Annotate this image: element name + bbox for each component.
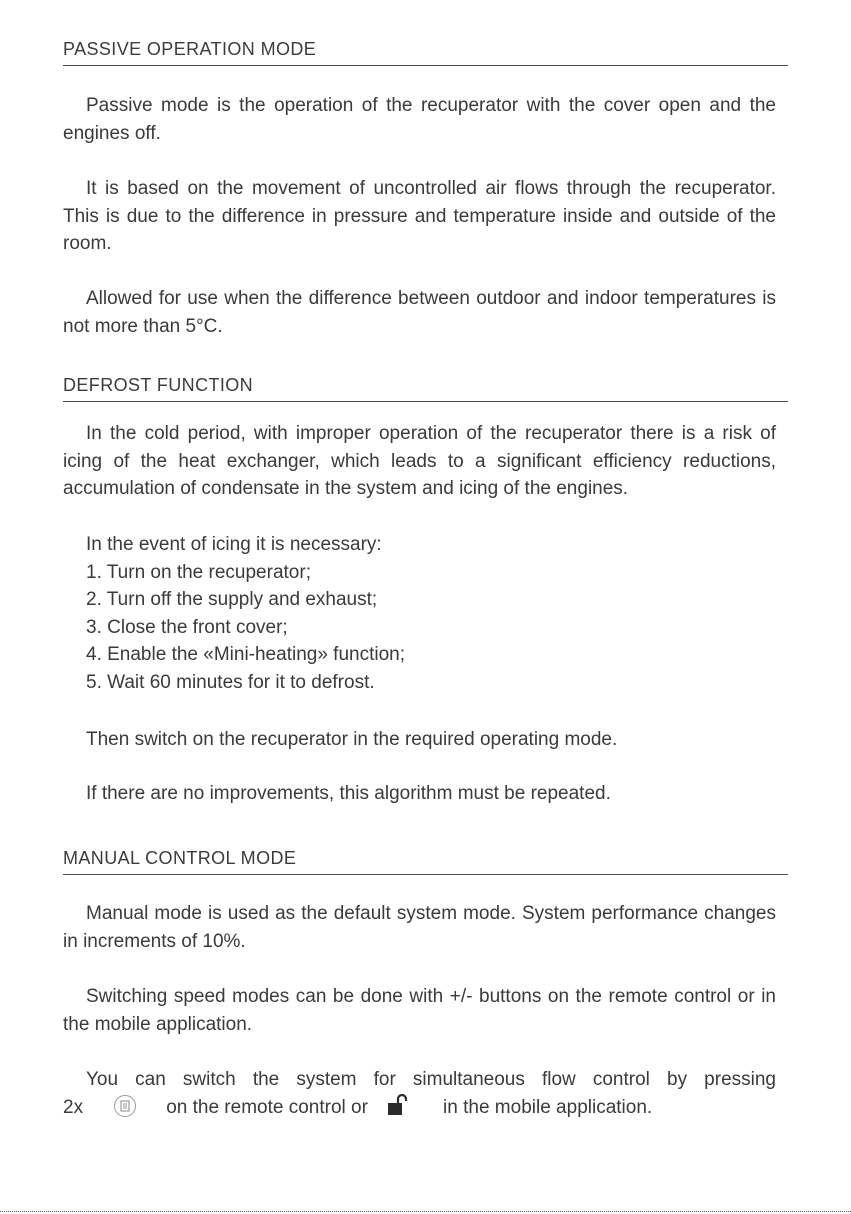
manual-paragraph-3-line-1-text: You can switch the system for simultaneous flow control by pressing bbox=[86, 1069, 776, 1090]
manual-paragraph-1-text: Manual mode is used as the default system mode. System performance changes in increments of 10%. bbox=[63, 903, 776, 952]
section-heading-defrost: DEFROST FUNCTION bbox=[63, 375, 788, 402]
remote-control-text: on the remote control or bbox=[166, 1097, 368, 1118]
passive-paragraph-3 bbox=[63, 285, 776, 340]
passive-paragraph-1 bbox=[63, 92, 776, 147]
defrost-paragraph-2: Then switch on the recuperator in the required operating mode. bbox=[86, 729, 618, 750]
section-heading-passive: PASSIVE OPERATION MODE bbox=[63, 39, 788, 66]
defrost-paragraph-3: If there are no improvements, this algorithm must be repeated. bbox=[86, 783, 611, 804]
defrost-step-4: 4. Enable the «Mini-heating» function; bbox=[86, 644, 405, 665]
defrost-paragraph-1-text: In the cold period, with improper operation of the recuperator there is a risk of icing of the heat exchanger, which leads to a significant efficiency reductions, accumulation of condensate in the system and icing of the engines. bbox=[63, 423, 776, 499]
remote-mode-button-icon bbox=[114, 1095, 136, 1117]
mobile-app-text: in the mobile application. bbox=[443, 1097, 653, 1118]
defrost-step-3: 3. Close the front cover; bbox=[86, 617, 288, 638]
manual-paragraph-3-line-2 bbox=[63, 1093, 652, 1126]
defrost-step-1: 1. Turn on the recuperator; bbox=[86, 562, 311, 583]
page-bottom-border bbox=[0, 1211, 851, 1212]
press-count: 2x bbox=[63, 1097, 84, 1118]
manual-paragraph-2-text: Switching speed modes can be done with +/- buttons on the remote control or in the mobile application. bbox=[63, 986, 776, 1035]
defrost-step-2: 2. Turn off the supply and exhaust; bbox=[86, 589, 378, 610]
defrost-paragraph-1 bbox=[63, 420, 776, 503]
passive-paragraph-2 bbox=[63, 175, 776, 258]
section-heading-manual: MANUAL CONTROL MODE bbox=[63, 848, 788, 875]
unlock-icon bbox=[384, 1093, 410, 1126]
passive-paragraph-3-text: Allowed for use when the difference between outdoor and indoor temperatures is not more than 5°C. bbox=[63, 288, 776, 337]
passive-paragraph-1-text: Passive mode is the operation of the recuperator with the cover open and the engines off. bbox=[63, 95, 776, 144]
manual-paragraph-1 bbox=[63, 900, 776, 955]
defrost-step-5: 5. Wait 60 minutes for it to defrost. bbox=[86, 672, 375, 693]
manual-paragraph-3-line-1 bbox=[63, 1066, 776, 1094]
defrost-list-intro: In the event of icing it is necessary: bbox=[86, 534, 382, 555]
passive-paragraph-2-text: It is based on the movement of uncontrolled air flows through the recuperator. This is due to the difference in pressure and temperature inside and outside of the room. bbox=[63, 178, 776, 254]
manual-paragraph-2 bbox=[63, 983, 776, 1038]
